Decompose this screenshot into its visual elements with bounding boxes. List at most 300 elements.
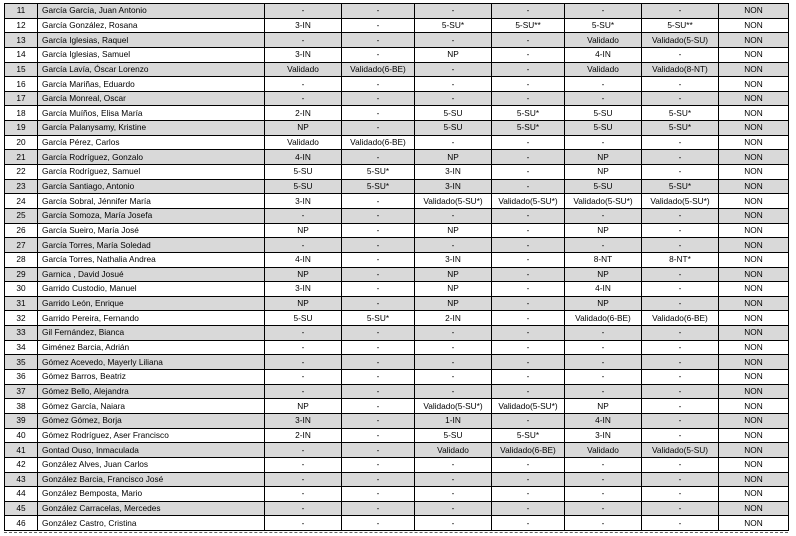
grade-cell-2: -: [342, 208, 415, 223]
grade-cell-5: -: [565, 487, 642, 502]
grade-cell-6: Validado(5-SU*): [642, 194, 719, 209]
grade-cell-4: 5-SU*: [492, 428, 565, 443]
grade-cell-5: 5-SU: [565, 121, 642, 136]
status-cell: NON: [719, 457, 789, 472]
grade-cell-5: NP: [565, 150, 642, 165]
grade-cell-5: 5-SU*: [565, 18, 642, 33]
grade-cell-1: 4-IN: [265, 252, 342, 267]
grade-cell-1: 3-IN: [265, 18, 342, 33]
row-number: 41: [5, 443, 38, 458]
grade-cell-1: -: [265, 238, 342, 253]
grade-cell-5: -: [565, 77, 642, 92]
student-name: García Torres, Nathalia Andrea: [38, 252, 265, 267]
status-cell: NON: [719, 150, 789, 165]
grade-cell-4: 5-SU*: [492, 121, 565, 136]
student-name: García Torres, María Soledad: [38, 238, 265, 253]
grade-cell-5: -: [565, 326, 642, 341]
grade-cell-6: Validado(5-SU): [642, 443, 719, 458]
grade-cell-1: 2-IN: [265, 106, 342, 121]
grade-cell-3: -: [415, 77, 492, 92]
student-name: González Carracelas, Mercedes: [38, 501, 265, 516]
status-cell: NON: [719, 516, 789, 531]
grade-cell-4: -: [492, 282, 565, 297]
table-row: [5, 516, 789, 531]
grade-cell-3: -: [415, 384, 492, 399]
grade-cell-3: -: [415, 238, 492, 253]
grade-cell-5: -: [565, 384, 642, 399]
grade-cell-3: Validado: [415, 443, 492, 458]
grade-cell-2: -: [342, 150, 415, 165]
table-row: [5, 457, 789, 472]
table-row: [5, 165, 789, 180]
grade-cell-1: -: [265, 340, 342, 355]
grade-cell-4: -: [492, 472, 565, 487]
grade-cell-2: -: [342, 282, 415, 297]
grade-cell-1: 2-IN: [265, 428, 342, 443]
grade-cell-5: NP: [565, 399, 642, 414]
row-number: 25: [5, 208, 38, 223]
student-name: García Muíños, Elisa María: [38, 106, 265, 121]
grade-cell-4: -: [492, 487, 565, 502]
grade-cell-1: -: [265, 77, 342, 92]
grade-cell-2: -: [342, 252, 415, 267]
row-number: 12: [5, 18, 38, 33]
grade-cell-5: -: [565, 340, 642, 355]
grade-cell-3: NP: [415, 296, 492, 311]
grade-cell-4: -: [492, 135, 565, 150]
status-cell: NON: [719, 428, 789, 443]
grade-cell-2: -: [342, 399, 415, 414]
grade-cell-6: Validado(8-NT): [642, 62, 719, 77]
grade-cell-1: -: [265, 370, 342, 385]
table-row: [5, 135, 789, 150]
grade-cell-2: -: [342, 194, 415, 209]
grade-cell-1: Validado: [265, 62, 342, 77]
status-cell: NON: [719, 340, 789, 355]
student-name: García Rodríguez, Samuel: [38, 165, 265, 180]
grade-cell-6: -: [642, 296, 719, 311]
student-name: García González, Rosana: [38, 18, 265, 33]
grade-cell-3: -: [415, 208, 492, 223]
page-bottom-rule: [4, 532, 788, 534]
grade-cell-2: -: [342, 18, 415, 33]
grade-cell-3: -: [415, 355, 492, 370]
row-number: 22: [5, 165, 38, 180]
status-cell: NON: [719, 487, 789, 502]
grade-cell-4: -: [492, 252, 565, 267]
grade-cell-3: 5-SU: [415, 106, 492, 121]
grade-cell-5: Validado: [565, 62, 642, 77]
status-cell: NON: [719, 238, 789, 253]
grade-cell-5: -: [565, 135, 642, 150]
grade-cell-4: -: [492, 179, 565, 194]
grade-cell-4: -: [492, 150, 565, 165]
row-number: 39: [5, 413, 38, 428]
grade-cell-6: 5-SU*: [642, 106, 719, 121]
grade-cell-2: 5-SU*: [342, 311, 415, 326]
row-number: 33: [5, 326, 38, 341]
row-number: 19: [5, 121, 38, 136]
grade-cell-4: Validado(5-SU*): [492, 399, 565, 414]
grade-cell-1: 5-SU: [265, 165, 342, 180]
grade-cell-4: -: [492, 355, 565, 370]
grade-cell-2: -: [342, 516, 415, 531]
student-name: Gómez García, Naiara: [38, 399, 265, 414]
student-name: García Iglesias, Raquel: [38, 33, 265, 48]
grade-cell-3: -: [415, 62, 492, 77]
grade-cell-4: -: [492, 267, 565, 282]
table-row: [5, 208, 789, 223]
grade-cell-4: -: [492, 47, 565, 62]
grade-cell-5: 4-IN: [565, 47, 642, 62]
grade-cell-5: 5-SU: [565, 179, 642, 194]
grade-cell-6: -: [642, 135, 719, 150]
status-cell: NON: [719, 165, 789, 180]
table-row: [5, 355, 789, 370]
status-cell: NON: [719, 267, 789, 282]
grade-cell-6: Validado(6-BE): [642, 311, 719, 326]
grade-cell-1: 3-IN: [265, 282, 342, 297]
grade-cell-2: -: [342, 238, 415, 253]
row-number: 16: [5, 77, 38, 92]
table-row: [5, 296, 789, 311]
grade-cell-6: -: [642, 370, 719, 385]
row-number: 15: [5, 62, 38, 77]
grade-cell-2: -: [342, 91, 415, 106]
grade-cell-6: -: [642, 77, 719, 92]
grade-cell-2: -: [342, 267, 415, 282]
grade-cell-4: -: [492, 77, 565, 92]
grade-cell-2: -: [342, 47, 415, 62]
status-cell: NON: [719, 311, 789, 326]
status-cell: NON: [719, 91, 789, 106]
student-name: García Monreal, Oscar: [38, 91, 265, 106]
grade-cell-3: -: [415, 326, 492, 341]
table-row: [5, 413, 789, 428]
grade-cell-2: -: [342, 340, 415, 355]
table-row: [5, 311, 789, 326]
grade-cell-1: -: [265, 91, 342, 106]
status-cell: NON: [719, 121, 789, 136]
grade-cell-2: -: [342, 443, 415, 458]
grade-cell-6: 5-SU**: [642, 18, 719, 33]
grade-cell-5: Validado: [565, 443, 642, 458]
grade-cell-2: Validado(6-BE): [342, 62, 415, 77]
row-number: 23: [5, 179, 38, 194]
grade-cell-5: Validado(5-SU*): [565, 194, 642, 209]
grade-cell-1: 5-SU: [265, 179, 342, 194]
grade-cell-3: 5-SU: [415, 121, 492, 136]
grade-cell-6: 5-SU*: [642, 179, 719, 194]
grade-cell-2: -: [342, 370, 415, 385]
grade-cell-1: 3-IN: [265, 47, 342, 62]
row-number: 26: [5, 223, 38, 238]
grade-cell-3: -: [415, 91, 492, 106]
table-row: [5, 326, 789, 341]
row-number: 21: [5, 150, 38, 165]
table-row: [5, 340, 789, 355]
grade-cell-1: NP: [265, 399, 342, 414]
student-name: Giménez Barcia, Adrián: [38, 340, 265, 355]
row-number: 32: [5, 311, 38, 326]
row-number: 13: [5, 33, 38, 48]
grade-cell-6: -: [642, 472, 719, 487]
student-name: González Bemposta, Mario: [38, 487, 265, 502]
grade-cell-6: -: [642, 399, 719, 414]
grade-cell-1: -: [265, 355, 342, 370]
grade-cell-5: -: [565, 501, 642, 516]
grade-cell-6: -: [642, 326, 719, 341]
table-row: [5, 47, 789, 62]
grade-cell-6: -: [642, 4, 719, 19]
row-number: 37: [5, 384, 38, 399]
grade-cell-4: -: [492, 370, 565, 385]
table-row: [5, 472, 789, 487]
table-row: [5, 33, 789, 48]
status-cell: NON: [719, 326, 789, 341]
grade-cell-6: 8-NT*: [642, 252, 719, 267]
table-row: [5, 252, 789, 267]
grade-cell-1: Validado: [265, 135, 342, 150]
table-row: [5, 106, 789, 121]
grade-cell-4: -: [492, 384, 565, 399]
table-row: [5, 370, 789, 385]
grade-cell-1: -: [265, 443, 342, 458]
student-name: Gómez Barros, Beatriz: [38, 370, 265, 385]
grade-cell-3: 1-IN: [415, 413, 492, 428]
row-number: 30: [5, 282, 38, 297]
grade-cell-1: 5-SU: [265, 311, 342, 326]
row-number: 11: [5, 4, 38, 19]
status-cell: NON: [719, 194, 789, 209]
status-cell: NON: [719, 135, 789, 150]
grade-cell-6: -: [642, 413, 719, 428]
student-name: García Lavía, Óscar Lorenzo: [38, 62, 265, 77]
row-number: 35: [5, 355, 38, 370]
grade-cell-6: -: [642, 501, 719, 516]
grade-cell-5: Validado(6-BE): [565, 311, 642, 326]
row-number: 18: [5, 106, 38, 121]
grade-cell-2: -: [342, 428, 415, 443]
table-row: [5, 282, 789, 297]
grade-cell-5: -: [565, 355, 642, 370]
student-name: García Mariñas, Eduardo: [38, 77, 265, 92]
grade-cell-4: Validado(6-BE): [492, 443, 565, 458]
table-row: [5, 501, 789, 516]
status-cell: NON: [719, 384, 789, 399]
grade-cell-4: -: [492, 413, 565, 428]
row-number: 40: [5, 428, 38, 443]
student-name: Gómez Gómez, Borja: [38, 413, 265, 428]
student-name: Gómez Rodríguez, Aser Francisco: [38, 428, 265, 443]
status-cell: NON: [719, 252, 789, 267]
grade-cell-2: -: [342, 487, 415, 502]
grade-cell-6: 5-SU*: [642, 121, 719, 136]
student-name: García Somoza, María Josefa: [38, 208, 265, 223]
grade-cell-1: NP: [265, 296, 342, 311]
grade-cell-6: -: [642, 428, 719, 443]
grade-cell-4: -: [492, 340, 565, 355]
grade-cell-1: NP: [265, 267, 342, 282]
grade-cell-6: -: [642, 91, 719, 106]
grade-cell-6: -: [642, 223, 719, 238]
grade-cell-6: -: [642, 282, 719, 297]
grade-cell-3: 5-SU*: [415, 18, 492, 33]
grade-cell-5: 8-NT: [565, 252, 642, 267]
grade-cell-5: -: [565, 516, 642, 531]
grade-cell-2: -: [342, 4, 415, 19]
status-cell: NON: [719, 399, 789, 414]
grade-cell-4: 5-SU**: [492, 18, 565, 33]
student-name: García Pérez, Carlos: [38, 135, 265, 150]
grade-cell-4: -: [492, 208, 565, 223]
status-cell: NON: [719, 47, 789, 62]
grade-cell-4: -: [492, 62, 565, 77]
grade-cell-2: -: [342, 77, 415, 92]
grade-cell-5: -: [565, 370, 642, 385]
grade-cell-3: NP: [415, 150, 492, 165]
student-name: Gómez Bello, Alejandra: [38, 384, 265, 399]
grade-cell-1: 4-IN: [265, 150, 342, 165]
grade-cell-6: -: [642, 340, 719, 355]
status-cell: NON: [719, 33, 789, 48]
grade-cell-2: -: [342, 106, 415, 121]
grade-cell-1: -: [265, 208, 342, 223]
status-cell: NON: [719, 501, 789, 516]
grade-cell-4: -: [492, 223, 565, 238]
grade-cell-3: -: [415, 501, 492, 516]
grade-cell-3: -: [415, 472, 492, 487]
table-row: [5, 399, 789, 414]
grade-cell-1: -: [265, 516, 342, 531]
status-cell: NON: [719, 62, 789, 77]
student-name: Garrido Custodio, Manuel: [38, 282, 265, 297]
status-cell: NON: [719, 106, 789, 121]
grade-cell-3: 5-SU: [415, 428, 492, 443]
grade-cell-5: 3-IN: [565, 428, 642, 443]
grade-cell-6: -: [642, 238, 719, 253]
grade-cell-3: -: [415, 33, 492, 48]
grade-cell-4: -: [492, 326, 565, 341]
row-number: 20: [5, 135, 38, 150]
grade-cell-5: -: [565, 457, 642, 472]
table-row: [5, 384, 789, 399]
grade-cell-6: -: [642, 487, 719, 502]
student-name: González Alves, Juan Carlos: [38, 457, 265, 472]
grade-cell-5: 5-SU: [565, 106, 642, 121]
grade-cell-6: -: [642, 355, 719, 370]
grade-cell-2: -: [342, 355, 415, 370]
row-number: 36: [5, 370, 38, 385]
grade-cell-2: -: [342, 326, 415, 341]
grade-cell-3: -: [415, 135, 492, 150]
student-name: González Barcia, Francisco José: [38, 472, 265, 487]
grade-cell-4: Validado(5-SU*): [492, 194, 565, 209]
table-row: [5, 428, 789, 443]
grade-cell-3: -: [415, 516, 492, 531]
grade-cell-6: -: [642, 457, 719, 472]
grade-cell-5: -: [565, 91, 642, 106]
status-cell: NON: [719, 472, 789, 487]
grade-cell-3: NP: [415, 267, 492, 282]
grade-cell-1: -: [265, 501, 342, 516]
grade-cell-6: Validado(5-SU): [642, 33, 719, 48]
grade-cell-3: -: [415, 457, 492, 472]
grade-cell-2: -: [342, 33, 415, 48]
grade-cell-3: 2-IN: [415, 311, 492, 326]
grade-cell-5: -: [565, 4, 642, 19]
table-row: [5, 121, 789, 136]
grade-cell-1: NP: [265, 121, 342, 136]
status-cell: NON: [719, 443, 789, 458]
row-number: 24: [5, 194, 38, 209]
row-number: 34: [5, 340, 38, 355]
grades-table: [4, 3, 789, 531]
status-cell: NON: [719, 355, 789, 370]
status-cell: NON: [719, 77, 789, 92]
grade-cell-3: -: [415, 370, 492, 385]
status-cell: NON: [719, 208, 789, 223]
grade-cell-3: Validado(5-SU*): [415, 399, 492, 414]
grade-cell-6: -: [642, 208, 719, 223]
row-number: 45: [5, 501, 38, 516]
grade-cell-2: -: [342, 384, 415, 399]
grade-cell-3: 3-IN: [415, 252, 492, 267]
student-name: García Iglesias, Samuel: [38, 47, 265, 62]
grade-cell-1: -: [265, 326, 342, 341]
grade-cell-3: Validado(5-SU*): [415, 194, 492, 209]
status-cell: NON: [719, 370, 789, 385]
grade-cell-6: -: [642, 165, 719, 180]
grade-cell-5: NP: [565, 165, 642, 180]
student-name: Garrido Pereira, Fernando: [38, 311, 265, 326]
grade-cell-2: Validado(6-BE): [342, 135, 415, 150]
grade-cell-4: -: [492, 457, 565, 472]
grades-table-body: [5, 4, 789, 531]
table-row: [5, 91, 789, 106]
grade-cell-6: -: [642, 516, 719, 531]
grade-cell-1: -: [265, 4, 342, 19]
grade-cell-4: -: [492, 4, 565, 19]
grade-cell-1: -: [265, 472, 342, 487]
row-number: 42: [5, 457, 38, 472]
table-row: [5, 179, 789, 194]
status-cell: NON: [719, 4, 789, 19]
grade-cell-5: NP: [565, 296, 642, 311]
grade-cell-1: -: [265, 384, 342, 399]
row-number: 46: [5, 516, 38, 531]
student-name: García Palanysamy, Kristine: [38, 121, 265, 136]
table-row: [5, 4, 789, 19]
row-number: 44: [5, 487, 38, 502]
table-row: [5, 18, 789, 33]
student-name: Garrido León, Enrique: [38, 296, 265, 311]
grade-cell-6: -: [642, 384, 719, 399]
table-row: [5, 62, 789, 77]
student-name: García Sobral, Jénnifer María: [38, 194, 265, 209]
row-number: 28: [5, 252, 38, 267]
grade-cell-6: -: [642, 267, 719, 282]
grade-cell-2: -: [342, 121, 415, 136]
grade-cell-1: 3-IN: [265, 194, 342, 209]
row-number: 17: [5, 91, 38, 106]
grade-cell-4: -: [492, 33, 565, 48]
grade-cell-4: -: [492, 296, 565, 311]
grade-cell-5: 4-IN: [565, 282, 642, 297]
grade-cell-3: -: [415, 487, 492, 502]
student-name: Garnica , David Josué: [38, 267, 265, 282]
grade-cell-2: -: [342, 296, 415, 311]
